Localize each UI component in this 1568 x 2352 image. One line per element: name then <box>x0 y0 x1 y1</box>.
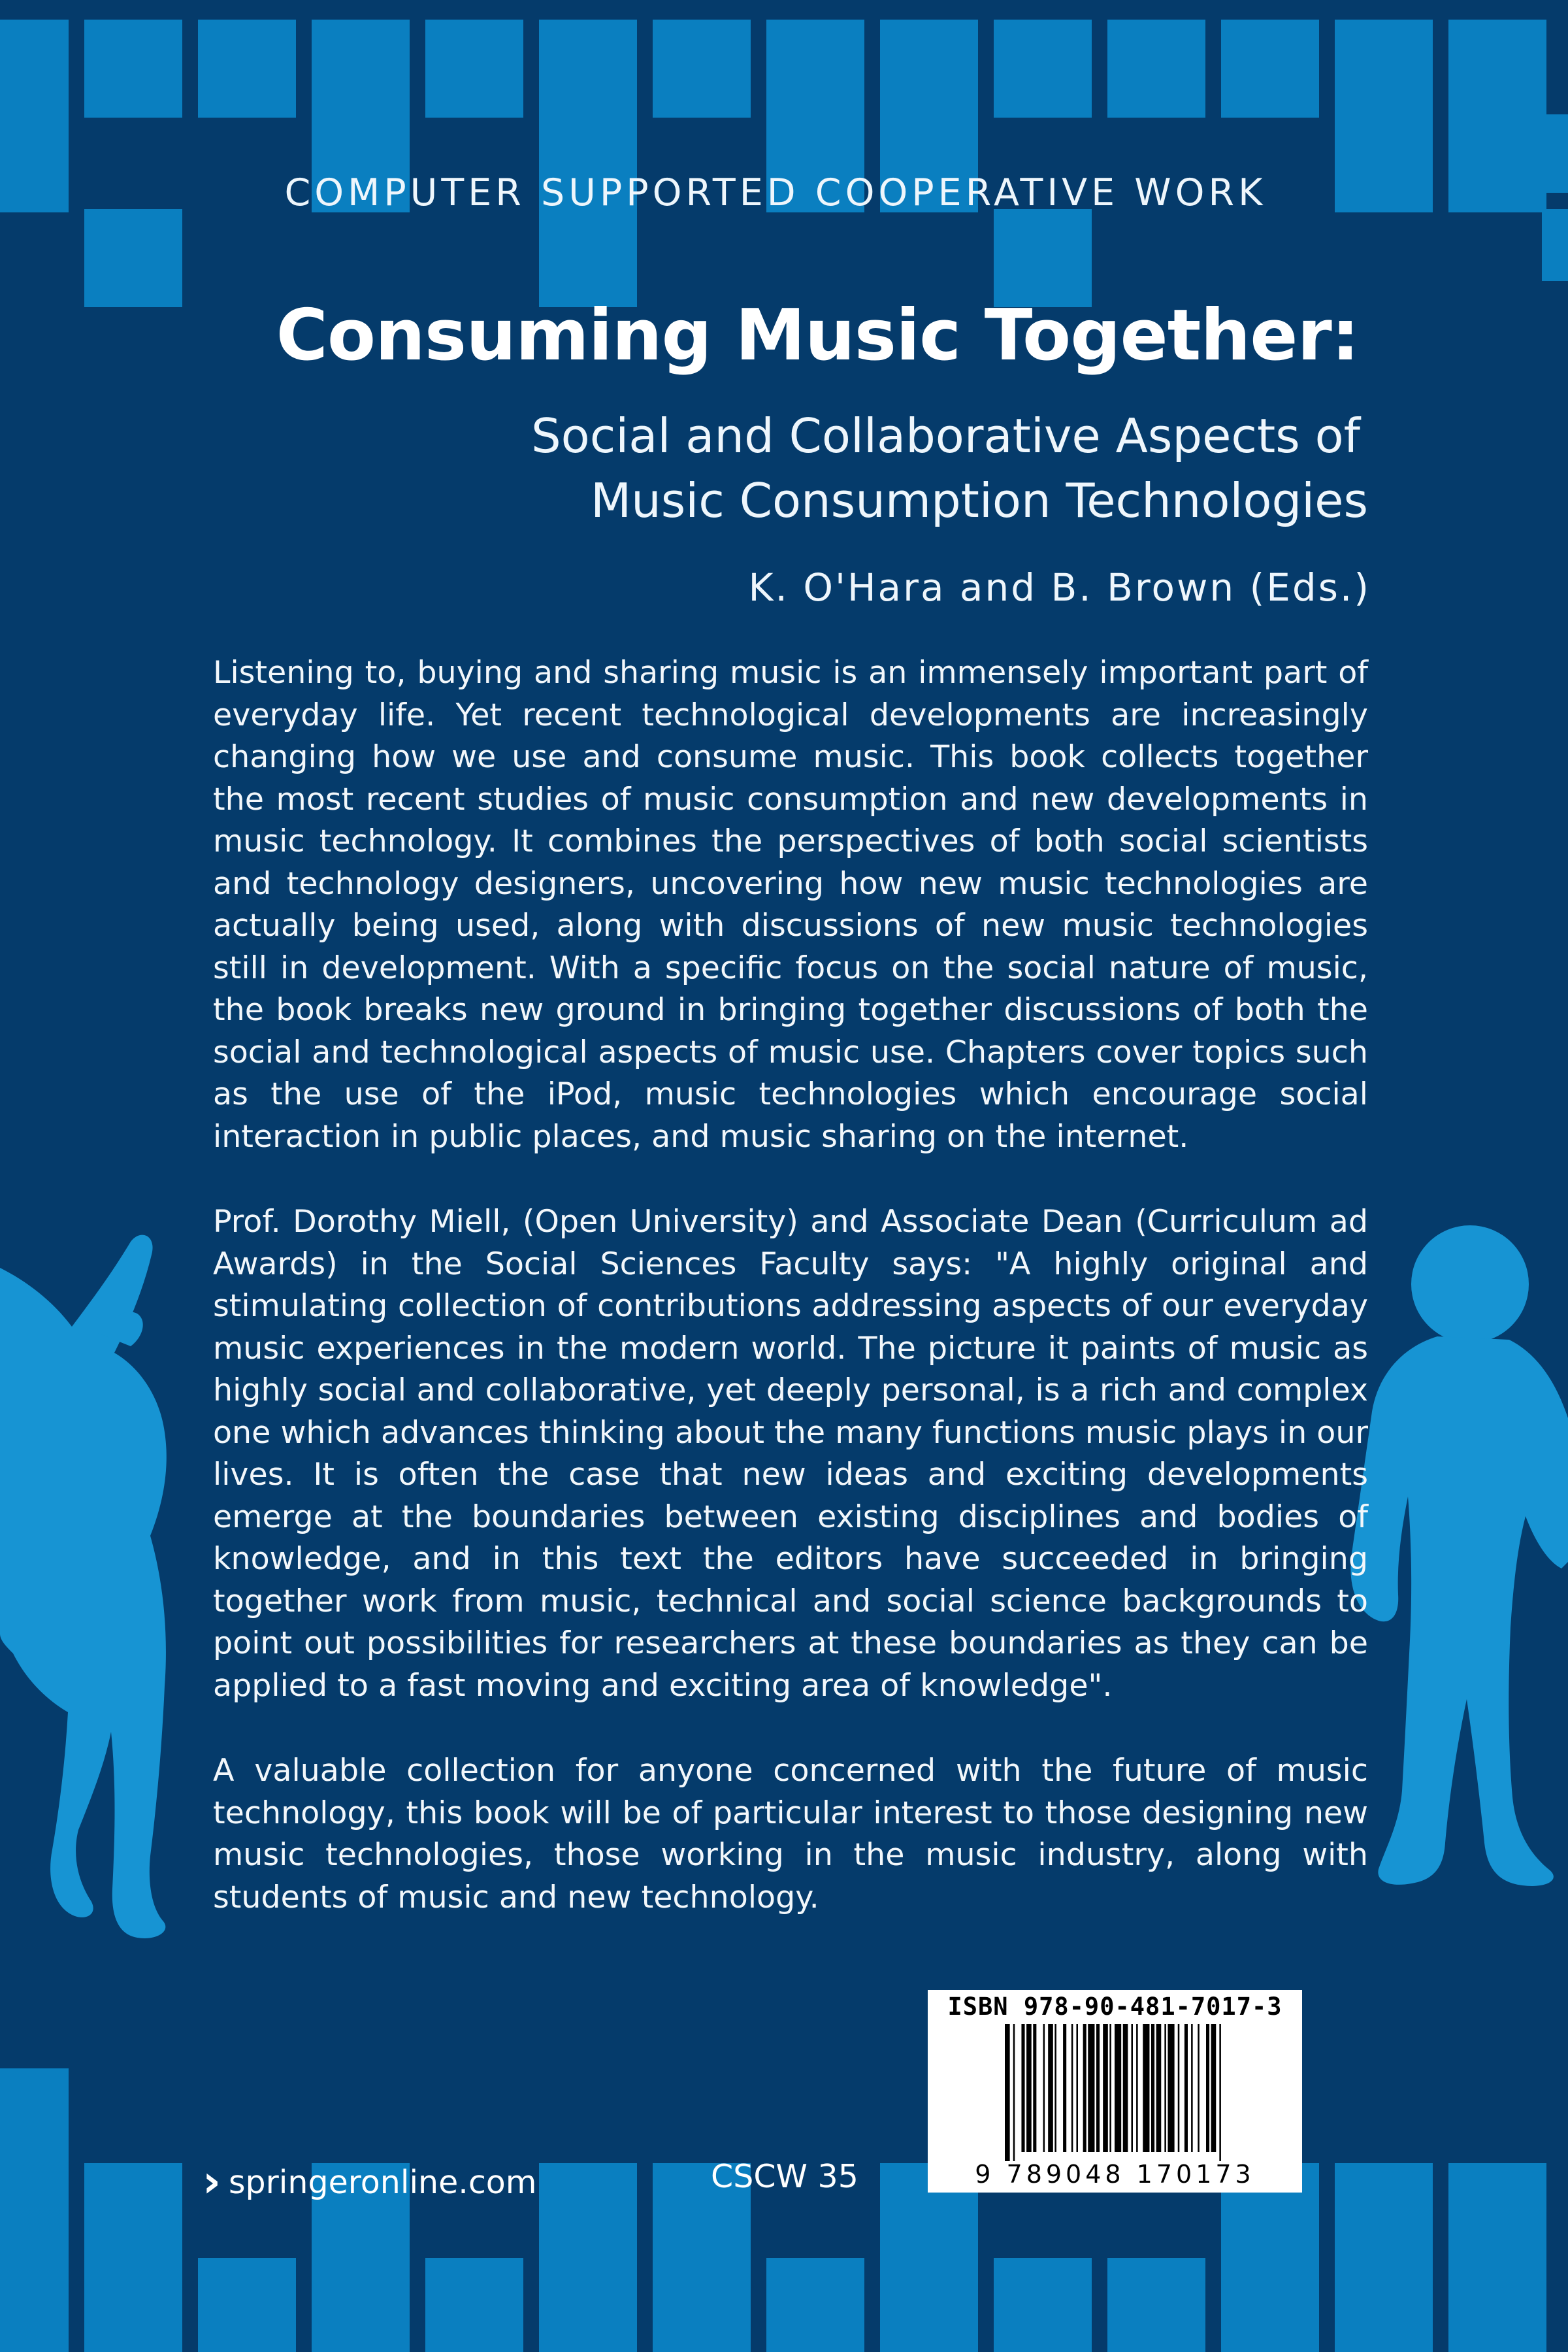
decorative-tile <box>84 209 182 307</box>
book-subtitle-line-1: Social and Collaborative Aspects of <box>531 408 1360 463</box>
decorative-tile <box>84 20 182 118</box>
barcode-bar <box>1219 2024 1221 2161</box>
decorative-tile <box>1107 2258 1205 2352</box>
barcode-bar <box>1088 2024 1094 2152</box>
decorative-tile <box>1448 20 1546 118</box>
decorative-tile <box>312 2258 410 2352</box>
isbn-number: ISBN 978-90-481-7017-3 <box>947 1993 1282 2021</box>
barcode-bar <box>1184 2024 1188 2152</box>
decorative-tile <box>1335 20 1433 118</box>
barcode-bar <box>1013 2024 1015 2161</box>
barcode-bar <box>1136 2024 1138 2152</box>
barcode-bar <box>1005 2024 1010 2161</box>
series-name: COMPUTER SUPPORTED COOPERATIVE WORK <box>284 171 1267 214</box>
book-subtitle-line-2: Music Consumption Technologies <box>590 473 1368 528</box>
decorative-tile <box>198 20 296 118</box>
barcode-bar <box>1211 2024 1217 2152</box>
website-label: springeronline.com <box>229 2163 537 2201</box>
decorative-tile <box>0 20 69 118</box>
decorative-tile <box>880 20 978 118</box>
barcode-bar <box>1109 2024 1111 2152</box>
decorative-tile <box>653 2258 751 2352</box>
description-paragraph: Listening to, buying and sharing music is an immensely important part of everyday life. Yet recent technological developments are increasingly changing how we use and consume music. This book collects together the most recent studies of music consumption and new developments in music technology. It combines the perspectives of both social scientists and technology designers, uncovering how new music technologies are actually being used, along with discussions of new music technologies still in development. With a specific focus on the social nature of music, the book breaks new ground in bringing together discussions of both the social and technological aspects of music use. Chapters cover topics such as the use of the iPod, music technologies which encourage social interaction in public places, and music sharing on the internet. <box>213 655 1368 1155</box>
review-quote-paragraph: Prof. Dorothy Miell, (Open University) and Associate Dean (Curriculum ad Awards) in the Social Sciences Faculty says: "A highly original and stimulating collection of contributions addressing aspects of our everyday music experiences in the modern world. The picture it paints of music as highly social and collaborative, yet deeply personal, is a rich and complex one which advances thinking about the many functions music plays in our lives. It is often the case that new ideas and exciting developments emerge at the boundaries between existing disciplines and bodies of knowledge, and in this text the editors have succeeded in bringing together work from music, technical and social science backgrounds to point out possibilities for researchers at these boundaries as they can be applied to a fast moving and exciting area of knowledge". <box>213 1204 1368 1704</box>
barcode-bar <box>1021 2024 1024 2152</box>
decorative-tile <box>1221 20 1319 118</box>
decorative-tile <box>994 20 1092 118</box>
barcode-bar <box>1026 2024 1032 2152</box>
barcode-bar <box>1033 2024 1036 2152</box>
decorative-tile <box>84 2258 182 2352</box>
decorative-tile <box>312 20 410 118</box>
decorative-tile <box>880 2258 978 2352</box>
decorative-tile <box>1448 2163 1546 2261</box>
barcode-bar <box>1096 2024 1100 2152</box>
barcode-bar <box>1178 2024 1180 2152</box>
barcode-bar <box>1048 2024 1053 2152</box>
barcode-bar <box>1156 2024 1162 2152</box>
decorative-tile <box>994 209 1092 307</box>
decorative-tile <box>0 114 69 212</box>
decorative-tile <box>1448 2258 1546 2352</box>
barcode-bar <box>1054 2024 1056 2152</box>
decorative-tile <box>0 2068 69 2166</box>
decorative-tile <box>653 20 751 118</box>
barcode-digits: 9 789048 170173 <box>975 2160 1255 2189</box>
barcode-bar <box>1164 2024 1166 2152</box>
decorative-tile <box>425 20 523 118</box>
decorative-tile <box>198 2258 296 2352</box>
decorative-tile <box>766 2258 864 2352</box>
decorative-tile <box>1335 2163 1433 2261</box>
barcode-bar <box>1198 2024 1200 2152</box>
barcode-bar <box>1071 2024 1073 2152</box>
editors: K. O'Hara and B. Brown (Eds.) <box>748 565 1371 610</box>
barcode-bar <box>1151 2024 1154 2152</box>
decorative-tile <box>539 209 637 307</box>
series-volume: CSCW 35 <box>711 2158 858 2195</box>
barcode-bar <box>1131 2024 1133 2152</box>
isbn-barcode-box <box>928 1990 1302 2193</box>
barcode-bar <box>1168 2024 1174 2152</box>
book-title: Consuming Music Together: <box>276 295 1359 376</box>
barcode-bar <box>1191 2024 1193 2152</box>
decorative-tile <box>1448 114 1546 212</box>
barcode-bar <box>1103 2024 1108 2152</box>
decorative-tile <box>1221 2258 1319 2352</box>
barcode-bar <box>1206 2024 1209 2152</box>
barcode-bar <box>1143 2024 1149 2152</box>
barcode-icon <box>1005 2024 1224 2161</box>
barcode-bar <box>1063 2024 1066 2152</box>
chevron-right-icon: › <box>203 2156 221 2208</box>
decorative-tile <box>994 2258 1092 2352</box>
barcode-bar <box>1123 2024 1128 2152</box>
decorative-tile <box>539 20 637 118</box>
decorative-tile <box>1542 209 1568 281</box>
decorative-tile <box>1335 2258 1433 2352</box>
barcode-bar <box>1043 2024 1045 2152</box>
decorative-tile <box>1542 114 1568 193</box>
publisher-website <box>203 2156 537 2208</box>
decorative-tile <box>539 2163 637 2261</box>
barcode-bar <box>1076 2024 1078 2152</box>
decorative-tile <box>766 20 864 118</box>
decorative-tile <box>1107 20 1205 118</box>
decorative-tile <box>539 2258 637 2352</box>
dancer-silhouette-left <box>0 1229 216 1941</box>
decorative-tile <box>84 2163 182 2261</box>
barcode-bar <box>1115 2024 1121 2152</box>
decorative-tile <box>425 2258 523 2352</box>
boy-silhouette-right <box>1339 1222 1568 1915</box>
audience-paragraph: A valuable collection for anyone concerned with the future of music technology, this book will be of particular interest to those designing new music technologies, those working in the music industry, along with students of music and new technology. <box>213 1753 1368 1915</box>
barcode-bar <box>1083 2024 1086 2152</box>
decorative-tile <box>0 2258 69 2352</box>
decorative-tile <box>0 2163 69 2261</box>
